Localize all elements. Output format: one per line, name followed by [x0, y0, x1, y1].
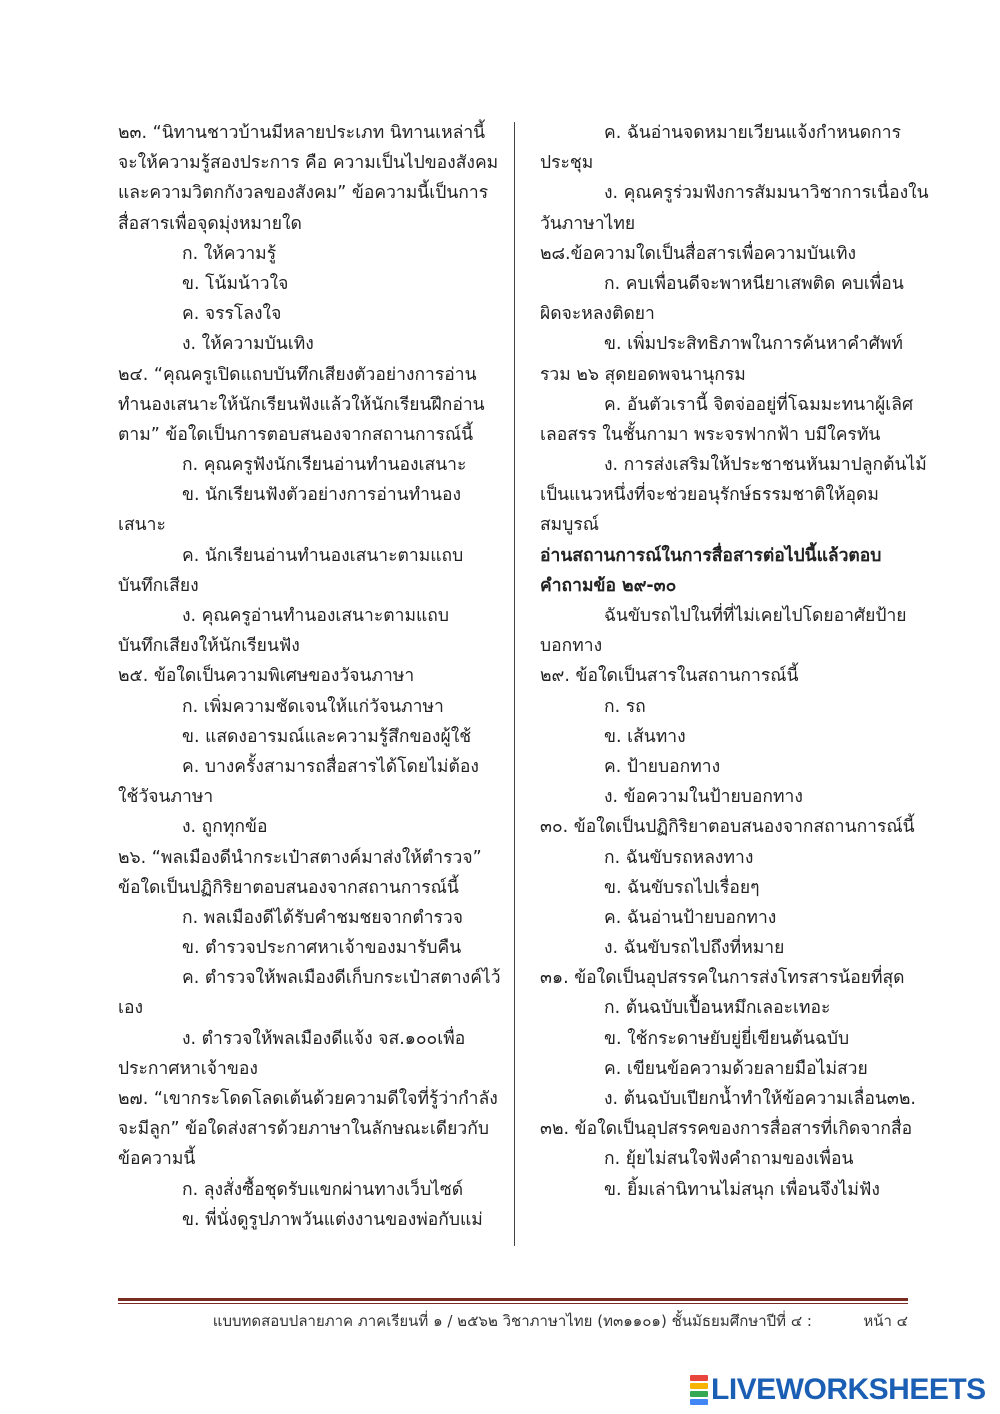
text-line: ง. ตำรวจให้พลเมืองดีแจ้ง จส.๑๐๐เพื่อ: [182, 1028, 466, 1049]
column-divider: [514, 122, 515, 1246]
text-line: ๒๕. ข้อใดเป็นความพิเศษของวัจนภาษา: [118, 666, 415, 687]
text-line: ข. โน้มน้าวใจ: [182, 273, 289, 294]
footer-rule-thin: [118, 1303, 908, 1304]
text-line: คำถามข้อ ๒๙-๓๐: [540, 575, 677, 596]
text-line: ๒๔. “คุณครูเปิดแถบบันทึกเสียงตัวอย่างการอ่าน: [118, 364, 477, 385]
text-line: ข. เส้นทาง: [604, 726, 686, 747]
footer-rule-thick: [118, 1298, 908, 1301]
text-line: ค. บางครั้งสามารถสื่อสารได้โดยไม่ต้อง: [182, 756, 479, 777]
text-line: ง. การส่งเสริมให้ประชาชนหันมาปลูกต้นไม้: [604, 455, 927, 476]
text-line: ค. ฉันอ่านป้ายบอกทาง: [604, 907, 777, 928]
text-line: เป็นแนวหนึ่งที่จะช่วยอนุรักษ์ธรรมชาติให้อุดม: [540, 485, 879, 506]
text-line: ก. คุณครูฟังนักเรียนอ่านทำนองเสนาะ: [182, 455, 467, 476]
text-line: ๒๓. “นิทานชาวบ้านมีหลายประเภท นิทานเหล่านี้: [118, 123, 486, 143]
text-line: อ่านสถานการณ์ในการสื่อสารต่อไปนี้แล้วตอบ: [540, 545, 882, 566]
text-line: ค. ป้ายบอกทาง: [604, 756, 721, 777]
text-line: เลอสรร ในชั้นกามา พระจรฟากฟ้า บมีใครทัน: [540, 424, 881, 445]
text-line: ๒๖. “พลเมืองดีนำกระเป๋าสตางค์มาส่งให้ตำรวจ”: [118, 847, 482, 868]
text-line: ก. ฉันขับรถหลงทาง: [604, 847, 754, 868]
page-number: หน้า ๔: [863, 1312, 908, 1330]
liveworksheets-brand[interactable]: [690, 1372, 986, 1408]
text-line: เอง: [118, 998, 144, 1019]
text-line: ประชุม: [540, 153, 594, 174]
text-line: ข. ฉันขับรถไปเรื่อยๆ: [604, 877, 760, 898]
text-line: ก. ต้นฉบับเปื้อนหมึกเลอะเทอะ: [604, 998, 831, 1019]
footer-exam-title: แบบทดสอบปลายภาค ภาคเรียนที่ ๑ / ๒๕๖๒ วิชาภาษาไทย (ท๓๑๑๐๑) ชั้นมัธยมศึกษาปีที่ ๔ :: [212, 1312, 812, 1330]
text-line: ค. เขียนข้อความด้วยลายมือไม่สวย: [604, 1058, 868, 1079]
text-line: ตาม” ข้อใดเป็นการตอบสนองจากสถานการณ์นี้: [118, 424, 474, 445]
text-line: ก. รถ: [604, 696, 646, 717]
text-line: และความวิตกกังวลของสังคม” ข้อความนี้เป็นการ: [118, 183, 489, 204]
text-line: ข. พี่นั่งดูรูปภาพวันแต่งงานของพ่อกับแม่: [182, 1209, 483, 1230]
text-line: วันภาษาไทย: [540, 213, 636, 234]
text-line: ข. ยิ้มเล่านิทานไม่สนุก เพื่อนจึงไม่ฟัง: [604, 1179, 880, 1200]
text-line: ก. ให้ความรู้: [182, 243, 277, 264]
text-line: ก. ยุ้ยไม่สนใจฟังคำถามของเพื่อน: [604, 1149, 854, 1170]
text-line: รวม ๒๖ สุดยอดพจนานุกรม: [540, 364, 746, 385]
text-line: สื่อสารเพื่อจุดมุ่งหมายใด: [118, 213, 302, 234]
left-column: [118, 118, 501, 1235]
logo-bar-red: [690, 1375, 708, 1381]
text-line: ก. เพิ่มความชัดเจนให้แก่วัจนภาษา: [182, 696, 444, 717]
text-line: ง. ให้ความบันเทิง: [182, 334, 314, 355]
text-line: ข. ตำรวจประกาศหาเจ้าของมารับคืน: [182, 938, 462, 959]
text-line: ข. ใช้กระดาษยับยู่ยี่เขียนต้นฉบับ: [604, 1028, 850, 1049]
text-line: ก. พลเมืองดีได้รับคำชมชยจากตำรวจ: [182, 907, 464, 928]
text-line: ๓๑. ข้อใดเป็นอุปสรรคในการส่งโทรสารน้อยที่สุด: [540, 968, 905, 989]
text-line: บันทึกเสียงให้นักเรียนฟัง: [118, 636, 300, 657]
text-line: ทำนองเสนาะให้นักเรียนฟังแล้วให้นักเรียนฝึกอ่าน: [118, 394, 485, 415]
text-line: ง. ต้นฉบับเปียกน้ำทำให้ข้อความเลื่อน๓๒.: [604, 1089, 916, 1109]
text-line: ก. คบเพื่อนดีจะพาหนียาเสพติด คบเพื่อน: [604, 273, 904, 294]
text-line: ค. ฉันอ่านจดหมายเวียนแจ้งกำหนดการ: [604, 123, 901, 143]
text-line: ข้อใดเป็นปฏิกิริยาตอบสนองจากสถานการณ์นี้: [118, 877, 459, 898]
liveworksheets-logo-icon: [690, 1375, 708, 1405]
text-line: ใช้วัจนภาษา: [118, 787, 214, 808]
text-line: ค. จรรโลงใจ: [182, 304, 282, 325]
text-line: บอกทาง: [540, 636, 603, 657]
text-line: ๒๗. “เขากระโดดโลดเต้นด้วยความดีใจที่รู้ว่ากำลัง: [118, 1089, 498, 1109]
text-line: ข. นักเรียนฟังตัวอย่างการอ่านทำนอง: [182, 485, 462, 506]
text-line: ก. ลุงสั่งซื้อชุดรับแขกผ่านทางเว็บไซด์: [182, 1179, 464, 1200]
logo-bar-green: [690, 1391, 708, 1397]
text-line: ข้อความนี้: [118, 1149, 196, 1170]
text-line: ฉันขับรถไปในที่ที่ไม่เคยไปโดยอาศัยป้าย: [604, 606, 907, 626]
text-line: ๒๘.ข้อความใดเป็นสื่อสารเพื่อความบันเทิง: [540, 243, 857, 264]
text-line: สมบูรณ์: [540, 515, 599, 536]
text-line: ค. อันตัวเรานี้ จิตจ่ออยู่ที่โฉมมะทนาผู้เลิศ: [604, 394, 914, 415]
text-line: ค. ตำรวจให้พลเมืองดีเก็บกระเป๋าสตางค์ไว้: [182, 968, 501, 989]
text-line: ประกาศหาเจ้าของ: [118, 1058, 258, 1079]
text-line: ง. ฉันขับรถไปถึงที่หมาย: [604, 938, 785, 959]
text-line: ๓๐. ข้อใดเป็นปฏิกิริยาตอบสนองจากสถานการณ์นี้: [540, 817, 915, 838]
text-line: ๓๒. ข้อใดเป็นอุปสรรคของการสื่อสารที่เกิดจากสื่อ: [540, 1119, 913, 1140]
text-line: ง. ถูกทุกข้อ: [182, 817, 268, 838]
text-line: บันทึกเสียง: [118, 575, 199, 596]
text-line: ง. คุณครูร่วมฟังการสัมมนาวิชาการเนื่องใน: [604, 183, 929, 204]
text-line: ง. ข้อความในป้ายบอกทาง: [604, 787, 803, 808]
text-line: เสนาะ: [118, 515, 166, 536]
text-line: ๒๙. ข้อใดเป็นสารในสถานการณ์นี้: [540, 666, 799, 687]
text-line: จะมีลูก” ข้อใดส่งสารด้วยภาษาในลักษณะเดียวกับ: [118, 1119, 489, 1140]
text-line: ผิดจะหลงติดยา: [540, 304, 655, 325]
text-line: ข. เพิ่มประสิทธิภาพในการค้นหาคำศัพท์: [604, 334, 903, 355]
text-line: ค. นักเรียนอ่านทำนองเสนาะตามแถบ: [182, 545, 464, 566]
text-line: จะให้ความรู้สองประการ คือ ความเป็นไปของสังคม: [118, 153, 499, 174]
page-footer: [118, 1308, 908, 1334]
brand-name: LIVEWORKSHEETS: [711, 1373, 986, 1406]
logo-bar-blue: [690, 1399, 708, 1405]
text-line: ง. คุณครูอ่านทำนองเสนาะตามแถบ: [182, 606, 449, 626]
text-line: ข. แสดงอารมณ์และความรู้สึกของผู้ใช้: [182, 726, 472, 747]
logo-bar-yellow: [690, 1383, 708, 1389]
right-column: [540, 118, 929, 1205]
